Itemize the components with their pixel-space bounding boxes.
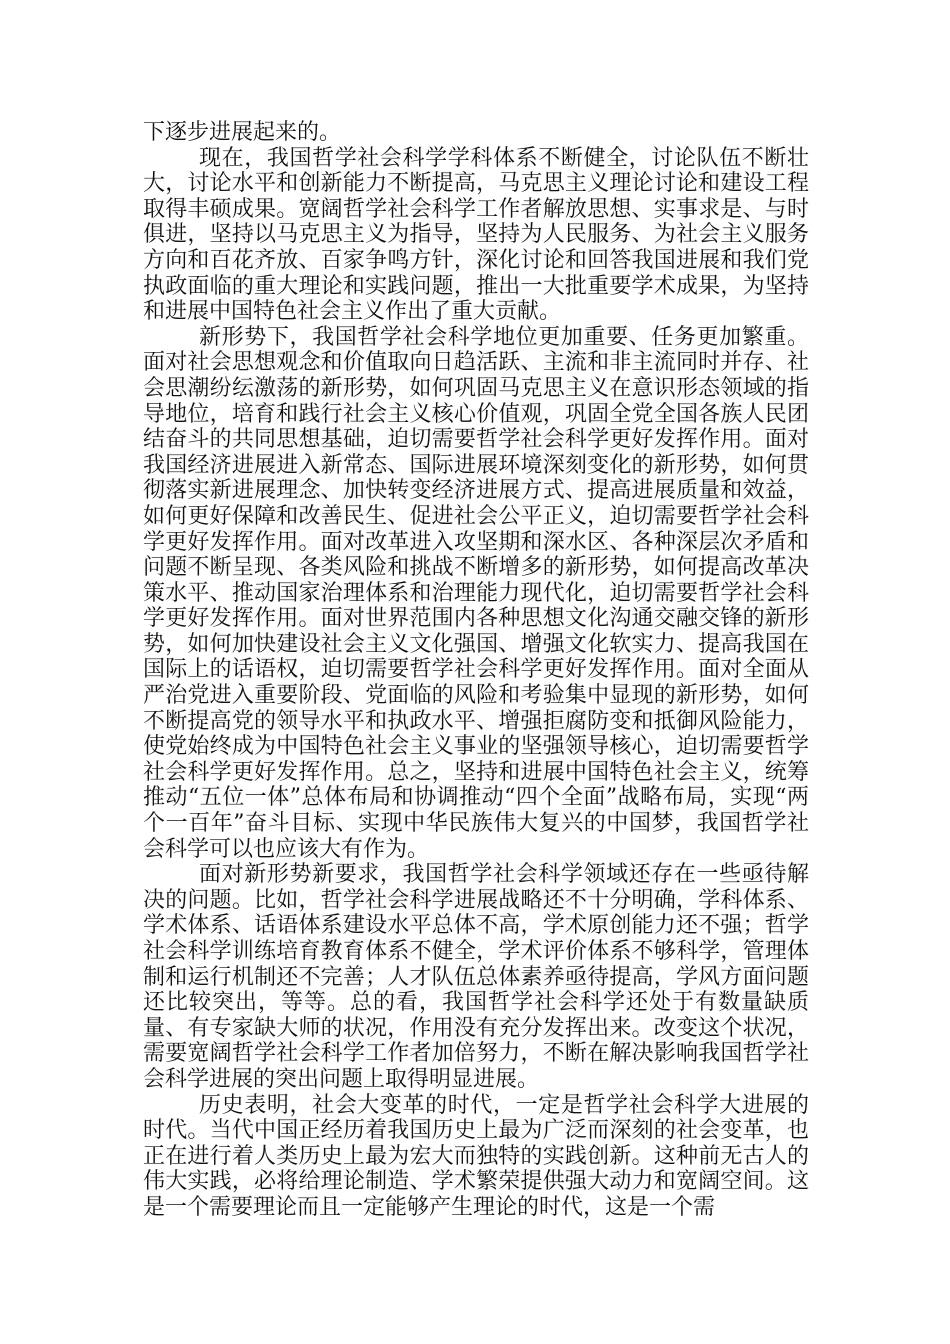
paragraph-2: 现在，我国哲学社会科学学科体系不断健全，讨论队伍不断壮大，讨论水平和创新能力不断提高，马克思主义理论讨论和建设工程取得丰硕成果。宽阔哲学社会科学工作者解放思想、实事求是、与时俱进，坚持以马克思主义为指导，坚持为人民服务、为社会主义服务方向和百花齐放、百家争鸣方针，深化讨论和回答我国进展和我们党执政面临的重大理论和实践问题，推出一大批重要学术成果，为坚持和进展中国特色社会主义作出了重大贡献。 <box>143 145 809 325</box>
document-body <box>143 120 809 1221</box>
paragraph-1: 下逐步进展起来的。 <box>143 120 342 145</box>
paragraph-3: 新形势下，我国哲学社会科学地位更加重要、任务更加繁重。面对社会思想观念和价值取向日趋活跃、主流和非主流同时并存、社会思潮纷纭激荡的新形势，如何巩固马克思主义在意识形态领域的指导地位，培育和践行社会主义核心价值观，巩固全党全国各族人民团结奋斗的共同思想基础，迫切需要哲学社会科学更好发挥作用。面对我国经济进展进入新常态、国际进展环境深刻变化的新形势，如何贯彻落实新进展理念、加快转变经济进展方式、提高进展质量和效益，如何更好保障和改善民生、促进社会公平正义，迫切需要哲学社会科学更好发挥作用。面对改革进入攻坚期和深水区、各种深层次矛盾和问题不断呈现、各类风险和挑战不断增多的新形势，如何提高改革决策水平、推动国家治理体系和治理能力现代化，迫切需要哲学社会科学更好发挥作用。面对世界范围内各种思想文化沟通交融交锋的新形势，如何加快建设社会主义文化强国、增强文化软实力、提高我国在国际上的话语权，迫切需要哲学社会科学更好发挥作用。面对全面从严治党进入重要阶段、党面临的风险和考验集中显现的新形势，如何不断提高党的领导水平和执政水平、增强拒腐防变和抵御风险能力，使党始终成为中国特色社会主义事业的坚强领导核心，迫切需要哲学社会科学更好发挥作用。总之，坚持和进展中国特色社会主义，统筹推动“五位一体”总体布局和协调推动“四个全面”战略布局，实现“两个一百年”奋斗目标、实现中华民族伟大复兴的中国梦，我国哲学社会科学可以也应该大有作为。 <box>143 324 809 862</box>
paragraph-5: 历史表明，社会大变革的时代，一定是哲学社会科学大进展的时代。当代中国正经历着我国历史上最为广泛而深刻的社会变革，也正在进行着人类历史上最为宏大而独特的实践创新。这种前无古人的伟大实践，必将给理论制造、学术繁荣提供强大动力和宽阔空间。这是一个需要理论而且一定能够产生理论的时代，这是一个需 <box>143 1092 809 1220</box>
paragraph-4: 面对新形势新要求，我国哲学社会科学领域还存在一些亟待解决的问题。比如，哲学社会科学进展战略还不十分明确，学科体系、学术体系、话语体系建设水平总体不高，学术原创能力还不强；哲学社会科学训练培育教育体系不健全，学术评价体系不够科学，管理体制和运行机制还不完善；人才队伍总体素养亟待提高，学风方面问题还比较突出，等等。总的看，我国哲学社会科学还处于有数量缺质量、有专家缺大师的状况，作用没有充分发挥出来。改变这个状况，需要宽阔哲学社会科学工作者加倍努力，不断在解决影响我国哲学社会科学进展的突出问题上取得明显进展。 <box>143 862 809 1092</box>
